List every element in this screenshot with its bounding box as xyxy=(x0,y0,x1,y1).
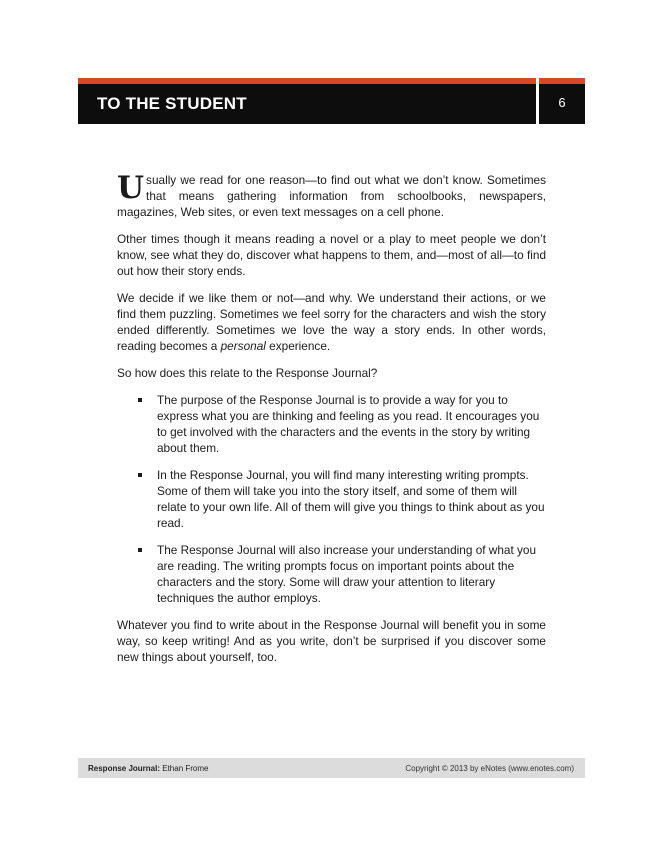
page-footer xyxy=(78,758,585,778)
bullet-square-icon xyxy=(138,473,142,477)
bullet-list xyxy=(117,392,546,606)
page-number: 6 xyxy=(558,95,566,110)
bullet-square-icon xyxy=(138,398,142,402)
drop-cap: U xyxy=(117,170,145,206)
page-header xyxy=(78,78,585,124)
intro-text: sually we read for one reason—to find out what we don’t know. Sometimes that means gathering information from schoolbooks, newspapers, magazines, Web sites, or even text messages on a cell phone. xyxy=(117,173,546,219)
paragraph-3-text-start: We decide if we like them or not—and why. We understand their actions, or we find them puzzling. Sometimes we feel sorry for the characters and wish the story ended differently. Sometimes we love the way a story ends. In other words, reading becomes a xyxy=(117,291,546,353)
paragraph-4: So how does this relate to the Response Journal? xyxy=(117,366,378,380)
paragraph-3-text-end: experience. xyxy=(265,339,331,353)
page-title: TO THE STUDENT xyxy=(97,94,247,113)
bullet-square-icon xyxy=(138,548,142,552)
paragraph-3 xyxy=(117,290,546,354)
list-item xyxy=(117,392,546,456)
list-item xyxy=(117,467,546,531)
main-content xyxy=(117,172,546,676)
intro-paragraph xyxy=(117,172,546,220)
footer-label: Response Journal: xyxy=(88,764,161,773)
list-item-text: In the Response Journal, you will find many interesting writing prompts. Some of them will take you into the story itself, and some of them will relate to your own life. All of them will give you things to think about as you read. xyxy=(157,468,545,530)
footer-book-title: Ethan Frome xyxy=(162,764,209,773)
list-item xyxy=(117,542,546,606)
closing-paragraph: Whatever you find to write about in the Response Journal will benefit you in some way, so keep writing! And as you write, don’t be surprised if you discover some new things about yourself, too. xyxy=(117,618,546,664)
paragraph-2: Other times though it means reading a novel or a play to meet people we don’t know, see what they do, discover what happens to them, and—most of all—to find out how their story ends. xyxy=(117,232,546,278)
emphasis-personal: personal xyxy=(220,339,266,353)
list-item-text: The Response Journal will also increase your understanding of what you are reading. The writing prompts focus on important points about the characters and the story. Some will draw your attention to literary techniques the author employs. xyxy=(157,543,537,605)
footer-copyright: Copyright © 2013 by eNotes (www.enotes.com) xyxy=(405,764,574,773)
list-item-text: The purpose of the Response Journal is to provide a way for you to express what you are thinking and feeling as you read. It encourages you to get involved with the characters and the events in the story by writing about them. xyxy=(157,393,540,455)
footer-title xyxy=(88,764,209,773)
